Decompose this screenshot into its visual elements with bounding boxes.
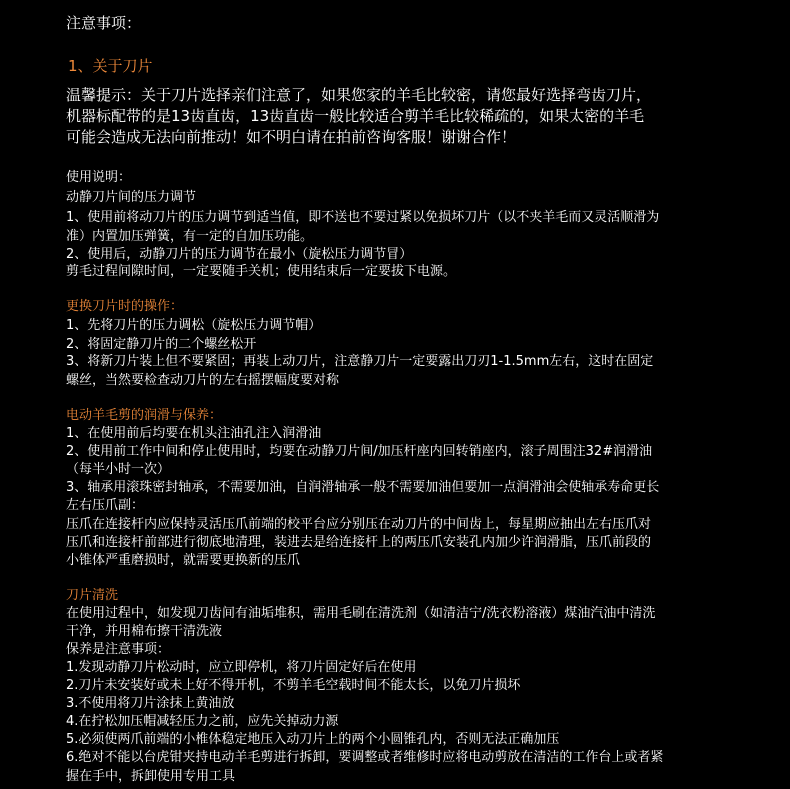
cleaning-line: 握在手中，拆卸使用专用工具 [66,769,236,784]
lubrication-line: 1、在使用前后均要在机头注油孔注入润滑油 [66,426,322,441]
warm-tip-line: 温馨提示：关于刀片选择亲们注意了，如果您家的羊毛比较密，请您最好选择弯齿刀片， [66,86,652,104]
lubrication-line: （每半小时一次） [66,462,171,477]
lubrication-title: 电动羊毛剪的润滑与保养： [66,408,223,423]
section-title-blades: 1、关于刀片 [68,57,153,75]
page-heading: 注意事项： [66,14,142,32]
cleaning-line: 5.必须使两爪前端的小椎体稳定地压入动刀片上的两个小圆锥孔内，否则无法正确加压 [66,732,560,747]
warm-tip-line: 机器标配带的是13齿直齿，13齿直齿一般比较适合剪羊毛比较稀疏的，如果太密的羊毛 [66,107,645,125]
lubrication-line: 压爪在连接杆内应保持灵活压爪前端的校平台应分别压在动刀片的中间齿上，每星期应抽出左右压爪对 [66,517,652,532]
usage-line: 准）内置加压弹簧，有一定的自加压功能。 [66,229,314,244]
cleaning-line: 4.在拧松加压帽减轻压力之前，应先关掉动力源 [66,714,339,729]
cleaning-line: 1.发现动静刀片松动时，应立即停机，将刀片固定好后在使用 [66,660,417,675]
cleaning-line: 干净，并用棉布擦干清洗液 [66,624,223,639]
replace-line: 1、先将刀片的压力调松（旋松压力调节帽） [66,318,322,333]
lubrication-line: 3、轴承用滚珠密封轴承，不需要加油，自润滑轴承一般不需要加油但要加一点润滑油会使轴承寿命更长 [66,480,660,495]
replace-line: 3、将新刀片装上但不要紧固；再装上动刀片，注意静刀片一定要露出刀刃1-1.5mm左右，这时在固定 [66,354,654,369]
cleaning-line: 在使用过程中，如发现刀齿间有油垢堆积，需用毛刷在清洗剂（如清洁宁/洗衣粉溶液）煤油汽油中清洗 [66,606,656,621]
cleaning-line: 2.刀片未安装好或未上好不得开机，不剪羊毛空载时间不能太长，以免刀片损坏 [66,678,521,693]
lubrication-line: 小锥体严重磨损时，就需要更换新的压爪 [66,553,301,568]
usage-line: 动静刀片间的压力调节 [66,190,197,205]
lubrication-line: 左右压爪副： [66,498,145,513]
cleaning-line: 保养是注意事项： [66,642,171,657]
replace-line: 2、将固定静刀片的二个螺丝松开 [66,337,257,352]
usage-line: 1、使用前将动刀片的压力调节到适当值，即不送也不要过紧以免损坏刀片（以不夹羊毛而又灵活顺滑为 [66,210,660,225]
cleaning-line: 3.不使用将刀片涂抹上黄油放 [66,696,235,711]
cleaning-title: 刀片清洗 [66,588,119,603]
replace-line: 螺丝，当然要检查动刀片的左右摇摆幅度要对称 [66,373,340,388]
usage-title: 使用说明： [66,170,132,185]
lubrication-line: 2、使用前工作中间和停止使用时，均要在动静刀片间/加压杆座内回转销座内，滚子周围注32#润滑油 [66,444,653,459]
cleaning-line: 6.绝对不能以台虎钳夹持电动羊毛剪进行拆卸，要调整或者维修时应将电动剪放在清洁的工作台上或者紧 [66,750,664,765]
lubrication-line: 压爪和连接杆前部进行彻底地清理，装进去是给连接杆上的两压爪安装孔内加少许润滑脂，压爪前段的 [66,535,652,550]
usage-line: 剪毛过程间隙时间，一定要随手关机；使用结束后一定要拔下电源。 [66,264,457,279]
usage-line: 2、使用后，动静刀片的压力调节在最小（旋松压力调节冒） [66,247,413,262]
warm-tip-line: 可能会造成无法向前推动！如不明白请在拍前咨询客服！谢谢合作！ [66,128,517,146]
replace-title: 更换刀片时的操作： [66,299,184,314]
